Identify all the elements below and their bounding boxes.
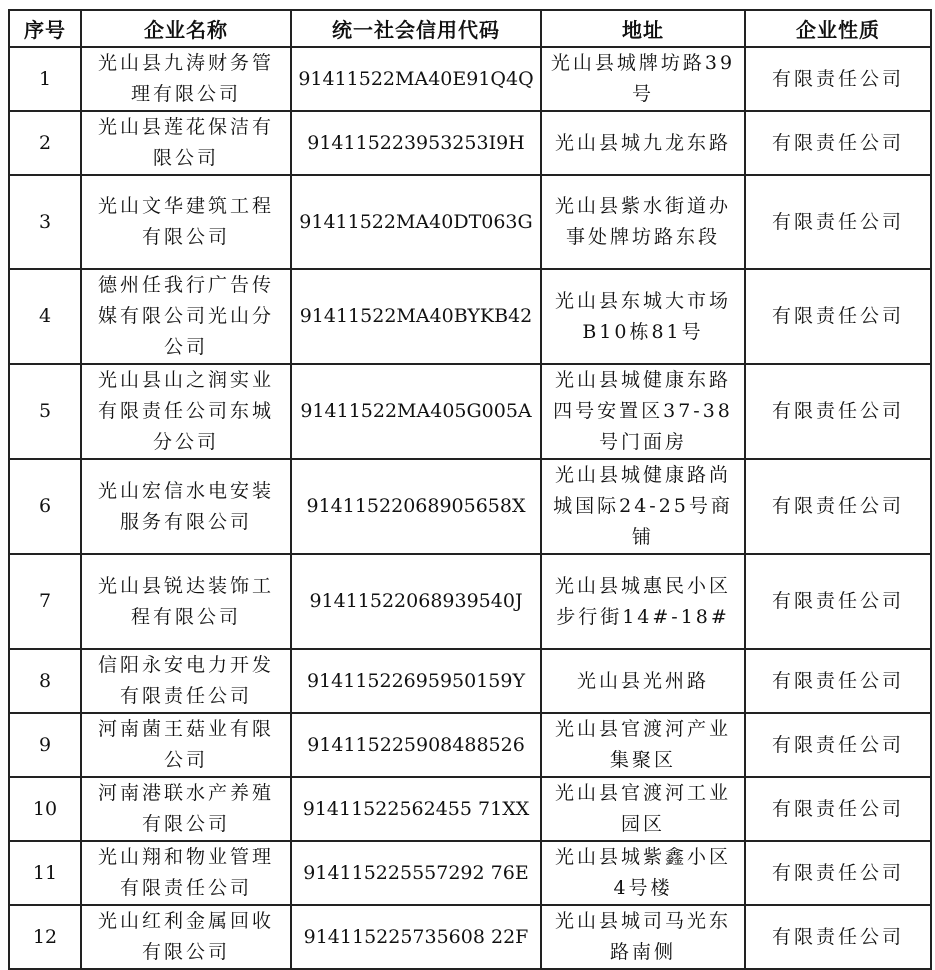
header-code: 统一社会信用代码 [291,10,541,47]
cell-code [291,269,541,364]
cell-index-text: 3 [38,210,52,233]
cell-code [291,905,541,969]
cell-name [81,269,291,364]
cell-name [81,459,291,554]
cell-code-text: 91411522MA40E91Q4Q [298,67,534,90]
cell-address [541,777,745,841]
cell-address [541,554,745,649]
cell-code [291,364,541,459]
cell-name [81,554,291,649]
cell-type-text: 有限责任公司 [771,925,904,948]
cell-index-text: 1 [38,67,52,90]
cell-name [81,649,291,713]
cell-code-text: 914115225557292 76E [303,861,529,884]
cell-type-text: 有限责任公司 [771,590,904,612]
table-row [9,269,931,364]
cell-index [9,777,81,841]
cell-code [291,459,541,554]
cell-type-text: 有限责任公司 [771,67,904,90]
cell-address-text: 光山县城紫鑫小区4号楼 [554,846,731,899]
cell-type-text: 有限责任公司 [771,861,904,884]
cell-type [745,905,931,969]
cell-name-text: 光山文华建筑工程有限公司 [97,195,274,248]
cell-code-text: 91411522068905658X [306,495,526,517]
enterprise-table [8,9,932,970]
header-address: 地址 [541,10,745,47]
cell-type-text: 有限责任公司 [771,210,904,233]
header-name: 企业名称 [81,10,291,47]
cell-name-text: 河南港联水产养殖有限公司 [97,782,274,835]
cell-name-text: 光山宏信水电安装服务有限公司 [97,479,274,533]
cell-code-text: 91411522562455 71XX [302,797,530,820]
cell-name-text: 河南菌王菇业有限公司 [97,718,274,771]
cell-address-text: 光山县城九龙东路 [554,131,731,154]
cell-code-text: 91411522MA405G005A [300,400,532,422]
table-row [9,649,931,713]
cell-address-text: 光山县官渡河工业园区 [554,782,731,835]
cell-type [745,175,931,269]
cell-type [745,713,931,777]
cell-address [541,269,745,364]
header-row [9,10,931,47]
cell-index-text: 10 [32,797,58,820]
cell-code [291,841,541,905]
cell-address-text: 光山县城健康路尚城国际24-25号商铺 [553,464,733,548]
cell-name [81,905,291,969]
table-row [9,841,931,905]
table-row [9,111,931,175]
table-row [9,47,931,111]
cell-index-text: 8 [38,669,52,692]
cell-name [81,175,291,269]
cell-name-text: 光山县九涛财务管理有限公司 [97,52,274,105]
cell-index [9,269,81,364]
cell-address-text: 光山县紫水街道办事处牌坊路东段 [554,195,731,248]
cell-type-text: 有限责任公司 [771,495,904,517]
cell-code-text: 91411522MA40DT063G [299,210,533,233]
cell-index-text: 4 [38,305,52,327]
cell-address-text: 光山县城健康东路四号安置区37-38号门面房 [553,369,733,453]
cell-type-text: 有限责任公司 [771,400,904,422]
cell-name-text: 光山县莲花保洁有限公司 [97,116,274,169]
cell-code [291,713,541,777]
table-row [9,364,931,459]
cell-name [81,111,291,175]
cell-address [541,713,745,777]
table-row [9,777,931,841]
cell-name-text: 德州任我行广告传媒有限公司光山分公司 [97,274,274,358]
cell-name-text: 光山县锐达装饰工程有限公司 [97,574,274,628]
cell-type [745,459,931,554]
table-row [9,905,931,969]
cell-code-text: 914115225908488526 [307,733,525,756]
cell-name-text: 信阳永安电力开发有限责任公司 [97,654,274,707]
cell-index-text: 7 [38,590,52,612]
cell-name [81,364,291,459]
cell-type-text: 有限责任公司 [771,131,904,154]
cell-code-text: 914115223953253I9H [307,131,525,154]
cell-name [81,841,291,905]
cell-index-text: 9 [38,733,52,756]
cell-type [745,364,931,459]
cell-address [541,841,745,905]
cell-index [9,841,81,905]
table-body [9,47,931,969]
cell-type-text: 有限责任公司 [771,797,904,820]
cell-code [291,111,541,175]
cell-type-text: 有限责任公司 [771,733,904,756]
cell-type-text: 有限责任公司 [771,305,904,327]
cell-address-text: 光山县光州路 [576,669,709,692]
cell-code-text: 91411522695950159Y [306,669,526,692]
cell-code [291,554,541,649]
cell-address [541,175,745,269]
cell-index [9,459,81,554]
cell-code [291,777,541,841]
cell-address-text: 光山县城牌坊路39号 [550,52,736,105]
cell-index [9,111,81,175]
cell-code-text: 91411522MA40BYKB42 [299,305,533,327]
table-row [9,459,931,554]
cell-index-text: 11 [32,861,58,884]
cell-address-text: 光山县城惠民小区步行街14#-18# [554,574,731,628]
cell-address-text: 光山县官渡河产业集聚区 [554,718,731,771]
table-row [9,713,931,777]
cell-address [541,459,745,554]
cell-index-text: 5 [38,400,52,422]
cell-address [541,905,745,969]
header-index: 序号 [9,10,81,47]
cell-type [745,269,931,364]
cell-address [541,111,745,175]
cell-index [9,175,81,269]
table-row [9,175,931,269]
cell-address-text: 光山县城司马光东路南侧 [554,910,731,963]
cell-name [81,47,291,111]
cell-name-text: 光山红利金属回收有限公司 [97,910,274,963]
cell-name-text: 光山翔和物业管理有限责任公司 [97,846,274,899]
cell-code [291,175,541,269]
cell-index [9,364,81,459]
cell-code [291,649,541,713]
cell-address-text: 光山县东城大市场B10栋81号 [554,289,731,343]
cell-code-text: 914115225735608 22F [303,925,529,948]
cell-index [9,713,81,777]
table-row [9,554,931,649]
cell-index [9,554,81,649]
cell-address [541,47,745,111]
cell-address [541,649,745,713]
cell-code [291,47,541,111]
cell-code-text: 91411522068939540J [309,590,523,612]
cell-type [745,841,931,905]
cell-type [745,554,931,649]
cell-name [81,777,291,841]
cell-index [9,47,81,111]
cell-type-text: 有限责任公司 [771,669,904,692]
cell-type [745,777,931,841]
cell-type [745,111,931,175]
cell-index-text: 2 [38,131,52,154]
cell-index [9,905,81,969]
cell-type [745,47,931,111]
cell-type [745,649,931,713]
cell-index-text: 12 [32,925,58,948]
cell-index-text: 6 [38,495,52,517]
cell-name [81,713,291,777]
cell-index [9,649,81,713]
cell-address [541,364,745,459]
header-type: 企业性质 [745,10,931,47]
cell-name-text: 光山县山之润实业有限责任公司东城分公司 [97,369,274,453]
